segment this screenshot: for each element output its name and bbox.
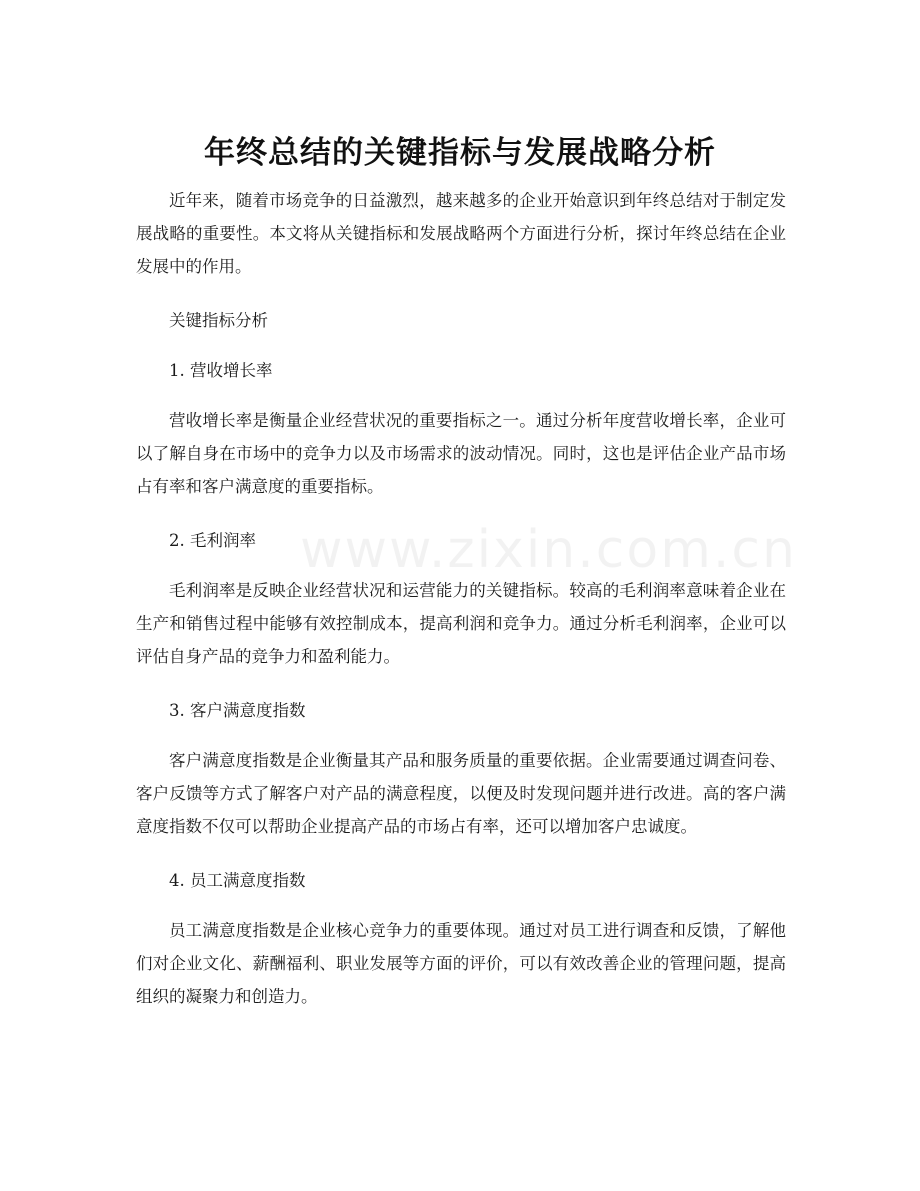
item-heading-1: 1. 营收增长率 xyxy=(169,361,273,380)
item-body-4: 员工满意度指数是企业核心竞争力的重要体现。通过对员工进行调查和反馈，了解他们对企业文化、薪酬福利、职业发展等方面的评价，可以有效改善企业的管理问题，提高组织的凝聚力和创造力。 xyxy=(136,921,786,1006)
document-title: 年终总结的关键指标与发展战略分析 xyxy=(204,134,716,171)
section-heading: 关键指标分析 xyxy=(169,311,268,330)
item-body-3: 客户满意度指数是企业衡量其产品和服务质量的重要依据。企业需要通过调查问卷、客户反馈等方式了解客户对产品的满意程度，以便及时发现问题并进行改进。高的客户满意度指数不仅可以帮助企业提高产品的市场占有率，还可以增加客户忠诚度。 xyxy=(136,751,786,836)
watermark: www.zixin.com.cn xyxy=(300,520,797,580)
item-body-1: 营收增长率是衡量企业经营状况的重要指标之一。通过分析年度营收增长率，企业可以了解自身在市场中的竞争力以及市场需求的波动情况。同时，这也是评估企业产品市场占有率和客户满意度的重要指标。 xyxy=(136,411,786,496)
item-heading-3: 3. 客户满意度指数 xyxy=(169,701,306,720)
item-heading-2: 2. 毛利润率 xyxy=(169,531,256,550)
item-body-2: 毛利润率是反映企业经营状况和运营能力的关键指标。较高的毛利润率意味着企业在生产和销售过程中能够有效控制成本，提高利润和竞争力。通过分析毛利润率，企业可以评估自身产品的竞争力和盈利能力。 xyxy=(136,581,786,666)
document-body xyxy=(136,184,797,1034)
item-heading-4: 4. 员工满意度指数 xyxy=(169,871,306,890)
intro-paragraph: 近年来，随着市场竞争的日益激烈，越来越多的企业开始意识到年终总结对于制定发展战略的重要性。本文将从关键指标和发展战略两个方面进行分析，探讨年终总结在企业发展中的作用。 xyxy=(136,191,786,276)
